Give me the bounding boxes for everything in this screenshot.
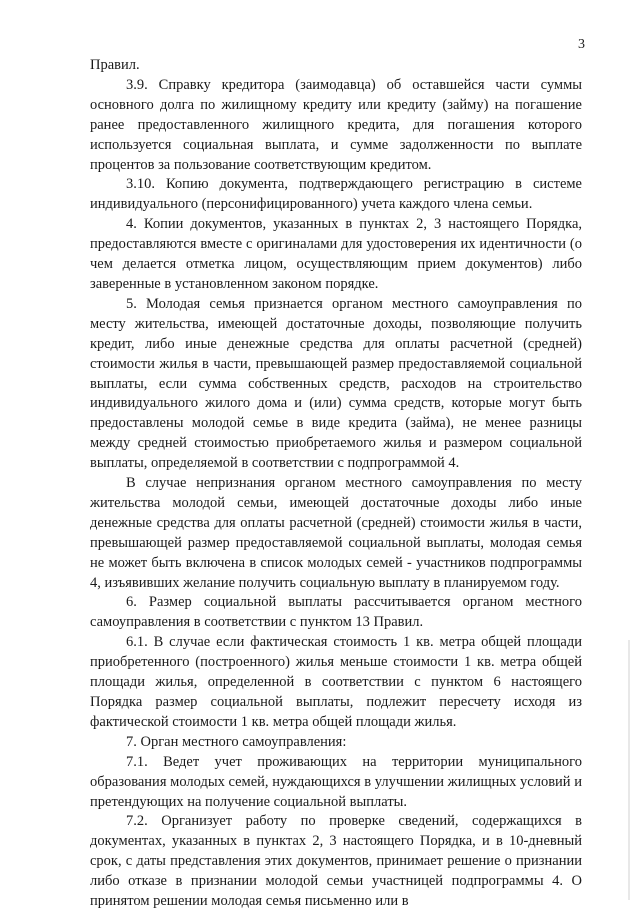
document-body [90,56,582,912]
paragraph-6: 6. Размер социальной выплаты рассчитывается органом местного самоуправления в соответствии с пунктом 13 Правил. [90,594,582,631]
paragraph-3-10: 3.10. Копию документа, подтверждающего регистрацию в системе индивидуального (персонифицированного) учета каждого члена семьи. [90,176,582,213]
paragraph-7-2: 7.2. Организует работу по проверке сведений, содержащихся в документах, указанных в пунктах 2, 3 настоящего Порядка, и в 10-дневный срок, с даты представления этих документов, принимает решение о признании либо отказе в признании молодой семьи участницей подпрограммы 4. О принятом решении молодая семья письменно или в [90,813,582,910]
scan-edge-mark [628,640,630,900]
page-number: 3 [578,37,585,52]
paragraph-3-9: 3.9. Справку кредитора (заимодавца) об оставшейся части суммы основного долга по жилищному кредиту или кредиту (займу) на погашение ранее предоставленного жилищного кредита, для погашения которого используется социальная выплата, и сумме задолженности по выплате процентов за пользование соответствующим кредитом. [90,76,582,173]
paragraph-6-1: 6.1. В случае если фактическая стоимость 1 кв. метра общей площади приобретенного (построенного) жилья меньше стоимости 1 кв. метра общей площади жилья, определенной в соответствии с пунктом 6 настоящего Порядка размер социальной выплаты, подлежит пересчету исходя из фактической стоимости 1 кв. метра общей площади жилья. [90,634,582,730]
paragraph-continuation: Правил. [90,57,140,73]
paragraph-7: 7. Орган местного самоуправления: [126,733,347,750]
paragraph-5-nonrecognition: В случае непризнания органом местного самоуправления по месту жительства молодой семьи, имеющей достаточные доходы либо иные денежные средства для оплаты расчетной (средней) стоимости жилья в части, превышающей размер предоставляемой социальной выплаты, молодая семья не может быть включена в список молодых семей - участников подпрограммы 4, изъявивших желание получить социальную выплату в планируемом году. [90,475,582,591]
paragraph-5: 5. Молодая семья признается органом местного самоуправления по месту жительства, имеющей достаточные доходы, позволяющие получить кредит, либо иные денежные средства для оплаты расчетной (средней) стоимости жилья в части, превышающей размер предоставляемой социальной выплаты, если сумма собственных средств, расходов на строительство индивидуального жилого дома и (или) сумма средств, которые могут быть предоставлены молодой семье в виде кредита (займа), не менее разницы между средней стоимостью приобретаемого жилья и размером социальной выплаты, определяемой в соответствии с подпрограммой 4. [90,295,582,472]
paragraph-4: 4. Копии документов, указанных в пунктах 2, 3 настоящего Порядка, предоставляются вместе с оригиналами для удостоверения их идентичности (о чем делается отметка лицом, осуществляющим прием документов) либо заверенные в установленном законом порядке. [90,216,582,292]
paragraph-7-1: 7.1. Ведет учет проживающих на территории муниципального образования молодых семей, нуждающихся в улучшении жилищных условий и претендующих на получение социальной выплаты. [90,753,582,810]
